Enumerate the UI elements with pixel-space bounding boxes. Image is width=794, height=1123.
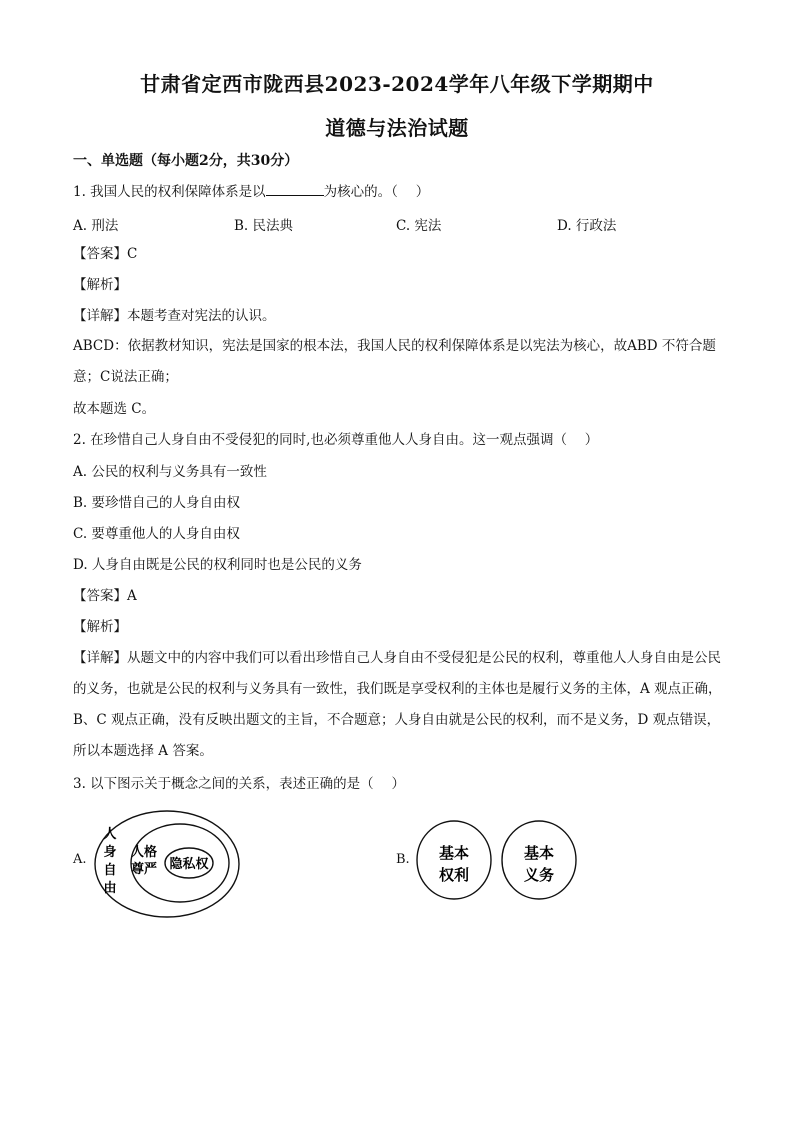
option-a-label: A.	[73, 852, 87, 867]
diagram-b-separate-circles	[414, 818, 580, 902]
question-2-option-b: B. 要珍惜自己的人身自由权	[73, 495, 241, 511]
question-2-analysis: 【解析】	[73, 619, 127, 635]
question-2-option-c: C. 要尊重他人的人身自由权	[73, 526, 240, 542]
question-1-answer: 【答案】C	[73, 246, 138, 262]
right-text-2: 义务	[523, 866, 555, 884]
middle-text-1: 人格	[130, 845, 158, 860]
question-2-stem: 2. 在珍惜自己人身自由不受侵犯的同时,也必须尊重他人人身自由。这一观点强调（ ）	[73, 432, 599, 448]
question-2-detail: 【详解】从题文中的内容中我们可以看出珍惜自己人身自由不受侵犯是公民的权利，尊重他人人身自由是公民的义务，也就是公民的权利与义务具有一致性，我们既是享受权利的主体也是履行义务的主体，A 观点正确，B、C 观点正确，没有反映出题文的主旨，不合题意；人身自由就是公民的权利，而不是义务，D 观点错误，所以本题选择 A 答案。	[73, 650, 722, 759]
document-title-line2: 道德与法治试题	[325, 116, 469, 140]
outer-char-2: 身	[103, 845, 117, 860]
right-text-1: 基本	[523, 844, 555, 862]
left-text-1: 基本	[438, 844, 470, 862]
outer-char-3: 自	[103, 863, 117, 878]
outer-char-4: 由	[103, 881, 117, 896]
question-1-detail: 【详解】本题考查对宪法的认识。	[73, 308, 276, 324]
middle-text-2: 尊严	[130, 862, 158, 877]
question-2-option-d: D. 人身自由既是公民的权利同时也是公民的义务	[73, 557, 362, 573]
question-2-answer: 【答案】A	[73, 588, 137, 604]
question-2-option-a: A. 公民的权利与义务具有一致性	[73, 464, 267, 480]
question-1-option-c: C. 宪法	[396, 218, 442, 234]
diagram-a-nested-circles	[92, 808, 242, 920]
document-title-line1: 甘肃省定西市陇西县2023-2024学年八年级下学期期中	[140, 72, 654, 96]
question-1-option-d: D. 行政法	[557, 218, 617, 234]
outer-char-1: 人	[103, 827, 117, 842]
question-1-stem	[73, 183, 429, 201]
section-heading: 一、单选题（每小题2分，共30分）	[73, 153, 299, 169]
question-3-stem: 3. 以下图示关于概念之间的关系，表述正确的是（ ）	[73, 776, 405, 792]
question-1-conclusion: 故本题选 C。	[73, 401, 156, 417]
fill-blank	[266, 183, 324, 196]
question-1-option-a: A. 刑法	[73, 218, 119, 234]
question-1-explanation: ABCD：依据教材知识，宪法是国家的根本法，我国人民的权利保障体系是以宪法为核心，故ABD 不符合题意；C说法正确；	[73, 338, 716, 385]
question-1-option-b: B. 民法典	[234, 218, 294, 234]
question-1-stem-before: 1. 我国人民的权利保障体系是以	[73, 184, 266, 200]
option-b-label: B.	[396, 852, 410, 867]
question-1-analysis: 【解析】	[73, 277, 127, 293]
left-text-2: 权利	[438, 866, 470, 884]
question-1-stem-after: 为核心的。（ ）	[323, 184, 430, 200]
inner-text: 隐私权	[169, 857, 209, 872]
